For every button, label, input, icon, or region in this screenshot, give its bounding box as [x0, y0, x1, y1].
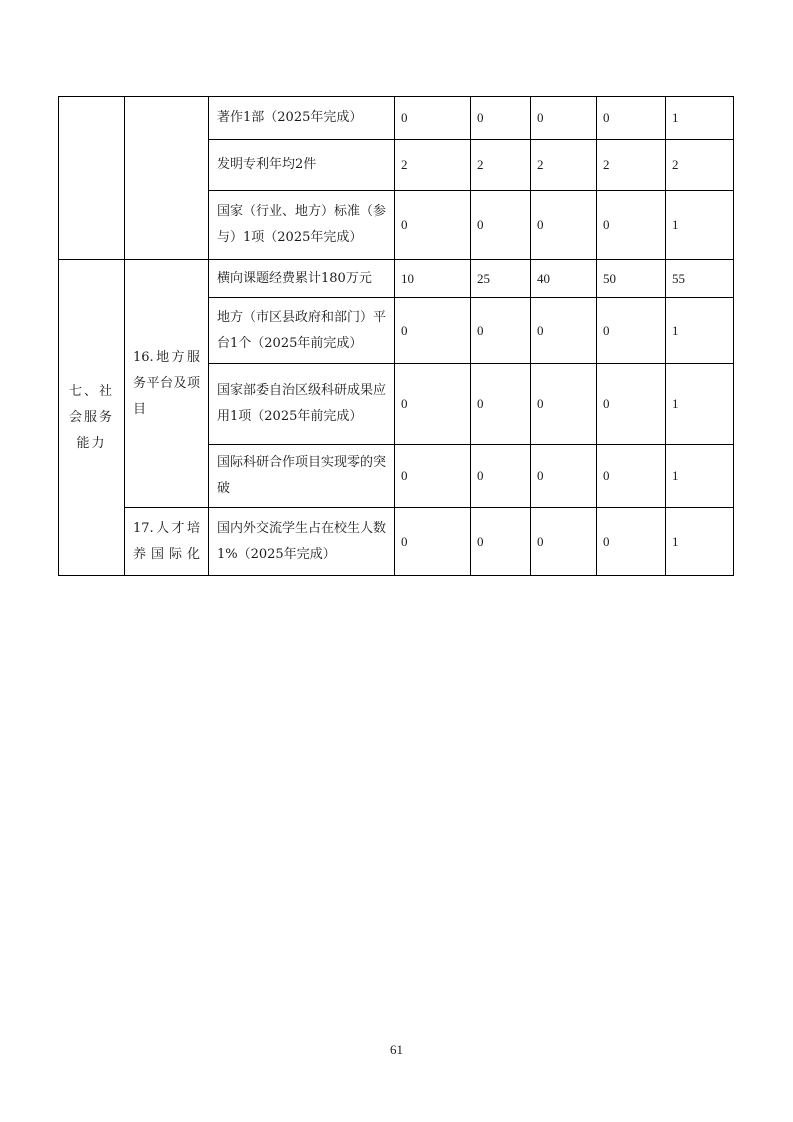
- value-cell: 1: [666, 97, 734, 140]
- value-cell: 0: [531, 445, 597, 508]
- value-cell: 0: [471, 191, 531, 260]
- value-cell: 25: [471, 260, 531, 298]
- indicator-cell: 地方（市区县政府和部门）平台1个（2025年前完成）: [209, 298, 395, 364]
- value-cell: 0: [597, 364, 666, 445]
- value-cell: 55: [666, 260, 734, 298]
- value-cell: 0: [471, 298, 531, 364]
- table-row: [59, 260, 734, 298]
- value-cell: 0: [597, 445, 666, 508]
- value-cell: 2: [531, 140, 597, 191]
- value-cell: 1: [666, 445, 734, 508]
- value-cell: 1: [666, 508, 734, 576]
- value-cell: 0: [395, 97, 471, 140]
- indicator-cell: 横向课题经费累计180万元: [209, 260, 395, 298]
- indicator-table: [58, 96, 734, 576]
- indicator-cell: 著作1部（2025年完成）: [209, 97, 395, 140]
- value-cell: 0: [531, 364, 597, 445]
- value-cell: 0: [597, 508, 666, 576]
- value-cell: 0: [395, 364, 471, 445]
- value-cell: 50: [597, 260, 666, 298]
- indicator-cell: 国家（行业、地方）标准（参与）1项（2025年完成）: [209, 191, 395, 260]
- value-cell: 10: [395, 260, 471, 298]
- indicator-cell: 国家部委自治区级科研成果应用1项（2025年前完成）: [209, 364, 395, 445]
- value-cell: 1: [666, 364, 734, 445]
- indicator-cell: 国内外交流学生占在校生人数1%（2025年完成）: [209, 508, 395, 576]
- value-cell: 0: [471, 97, 531, 140]
- value-cell: 2: [395, 140, 471, 191]
- value-cell: 0: [395, 445, 471, 508]
- value-cell: 0: [597, 97, 666, 140]
- subcategory-cell-empty: [125, 97, 209, 260]
- value-cell: 0: [395, 191, 471, 260]
- value-cell: 0: [597, 191, 666, 260]
- value-cell: 0: [395, 508, 471, 576]
- table-row: [59, 97, 734, 140]
- table-row: [59, 508, 734, 576]
- value-cell: 0: [471, 508, 531, 576]
- subcategory-cell: 16.地方服务平台及项目: [125, 260, 209, 508]
- value-cell: 0: [471, 445, 531, 508]
- value-cell: 0: [531, 508, 597, 576]
- indicator-cell: 发明专利年均2件: [209, 140, 395, 191]
- value-cell: 2: [597, 140, 666, 191]
- category-cell: 七、社会服务能力: [59, 260, 125, 576]
- subcategory-cell: 17.人才培养国际化: [125, 508, 209, 576]
- value-cell: 2: [471, 140, 531, 191]
- value-cell: 1: [666, 298, 734, 364]
- value-cell: 0: [597, 298, 666, 364]
- value-cell: 40: [531, 260, 597, 298]
- value-cell: 0: [471, 364, 531, 445]
- value-cell: 0: [395, 298, 471, 364]
- value-cell: 0: [531, 191, 597, 260]
- indicator-cell: 国际科研合作项目实现零的突破: [209, 445, 395, 508]
- category-cell-empty: [59, 97, 125, 260]
- value-cell: 0: [531, 298, 597, 364]
- value-cell: 1: [666, 191, 734, 260]
- value-cell: 0: [531, 97, 597, 140]
- page-number: 61: [390, 1042, 403, 1057]
- value-cell: 2: [666, 140, 734, 191]
